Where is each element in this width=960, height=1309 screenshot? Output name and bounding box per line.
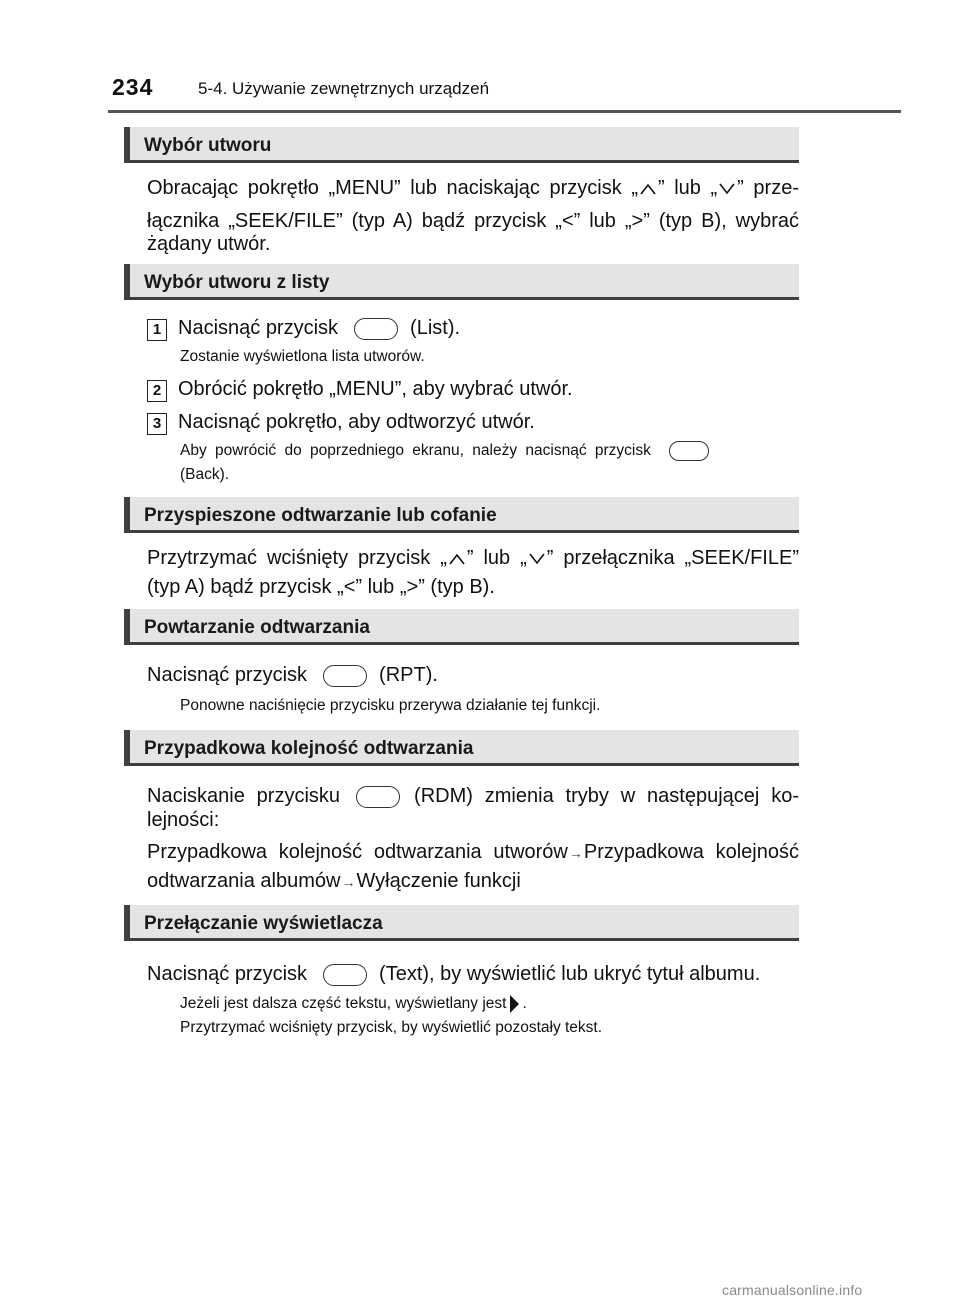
section-header-fast-forward <box>124 497 799 533</box>
track-select-line1: Obracając pokrętło „MENU” lub naciskając przycisk „ ” lub „ ” prze- <box>147 177 799 199</box>
random-line4: odtwarzania albumów→Wyłączenie funkcji <box>147 870 521 892</box>
chevron-down-icon <box>529 553 545 565</box>
arrow-right-icon: → <box>568 845 583 861</box>
track-select-line2: łącznika „SEEK/FILE” (typ A) bądź przycisk „<” lub „>” (typ B), wybrać <box>147 210 799 232</box>
play-indicator-icon <box>510 995 519 1013</box>
chevron-up-icon <box>449 553 465 565</box>
fast-forward-line1: Przytrzymać wciśnięty przycisk „ ” lub „ ” przełącznika „SEEK/FILE” <box>147 547 799 569</box>
chapter-title: 5-4. Używanie zewnętrznych urządzeń <box>198 79 490 98</box>
page-number: 234 <box>112 74 154 100</box>
section-title: Przyspieszone odtwarzanie lub cofanie <box>144 505 497 526</box>
section-header-random <box>124 730 799 766</box>
section-header-track-select <box>124 127 799 163</box>
note-display-2: Przytrzymać wciśnięty przycisk, by wyświetlić pozostały tekst. <box>180 1019 603 1036</box>
step-2: Obrócić pokrętło „MENU”, aby wybrać utwór. <box>178 378 573 400</box>
arrow-right-icon: → <box>341 874 356 890</box>
rpt-button-icon <box>323 665 367 687</box>
step-number-1: 1 <box>147 319 167 341</box>
track-select-line3: żądany utwór. <box>147 233 271 255</box>
section-title: Wybór utworu z listy <box>144 272 330 293</box>
note-repeat: Ponowne naciśnięcie przycisku przerywa działanie tej funkcji. <box>180 697 601 714</box>
fast-forward-line2: (typ A) bądź przycisk „<” lub „>” (typ B). <box>147 576 495 598</box>
note-list-displayed: Zostanie wyświetlona lista utworów. <box>180 348 425 365</box>
section-title: Przełączanie wyświetlacza <box>144 913 383 934</box>
header-rule <box>108 110 901 113</box>
section-header-repeat <box>124 609 799 645</box>
repeat-line: Nacisnąć przycisk (RPT). <box>147 664 438 686</box>
back-button-icon <box>669 441 709 461</box>
step-number-2: 2 <box>147 380 167 402</box>
section-title: Przypadkowa kolejność odtwarzania <box>144 738 474 759</box>
note-display-1: Jeżeli jest dalsza część tekstu, wyświetlany jest . <box>180 995 527 1012</box>
note-back-label: (Back). <box>180 466 230 483</box>
step-3: Nacisnąć pokrętło, aby odtworzyć utwór. <box>178 411 535 433</box>
display-line: Nacisnąć przycisk (Text), by wyświetlić lub ukryć tytuł albumu. <box>147 963 761 985</box>
random-line2: lejności: <box>147 809 220 831</box>
section-title: Powtarzanie odtwarzania <box>144 617 370 638</box>
random-line3: Przypadkowa kolejność odtwarzania utworów→Przypadkowa kolejność <box>147 841 799 863</box>
list-button-icon <box>354 318 398 340</box>
chevron-down-icon <box>719 183 735 195</box>
note-back: Aby powrócić do poprzedniego ekranu, należy nacisnąć przycisk <box>180 440 800 462</box>
text-button-icon <box>323 964 367 986</box>
step-1: Nacisnąć przycisk (List). <box>178 317 461 339</box>
random-line1: Naciskanie przycisku (RDM) zmienia tryby w następującej ko- <box>147 785 800 807</box>
step-number-3: 3 <box>147 413 167 435</box>
section-header-list-select <box>124 264 799 300</box>
section-title: Wybór utworu <box>144 135 272 156</box>
watermark: carmanualsonline.info <box>722 1282 863 1298</box>
chevron-up-icon <box>640 183 656 195</box>
section-header-display <box>124 905 799 941</box>
